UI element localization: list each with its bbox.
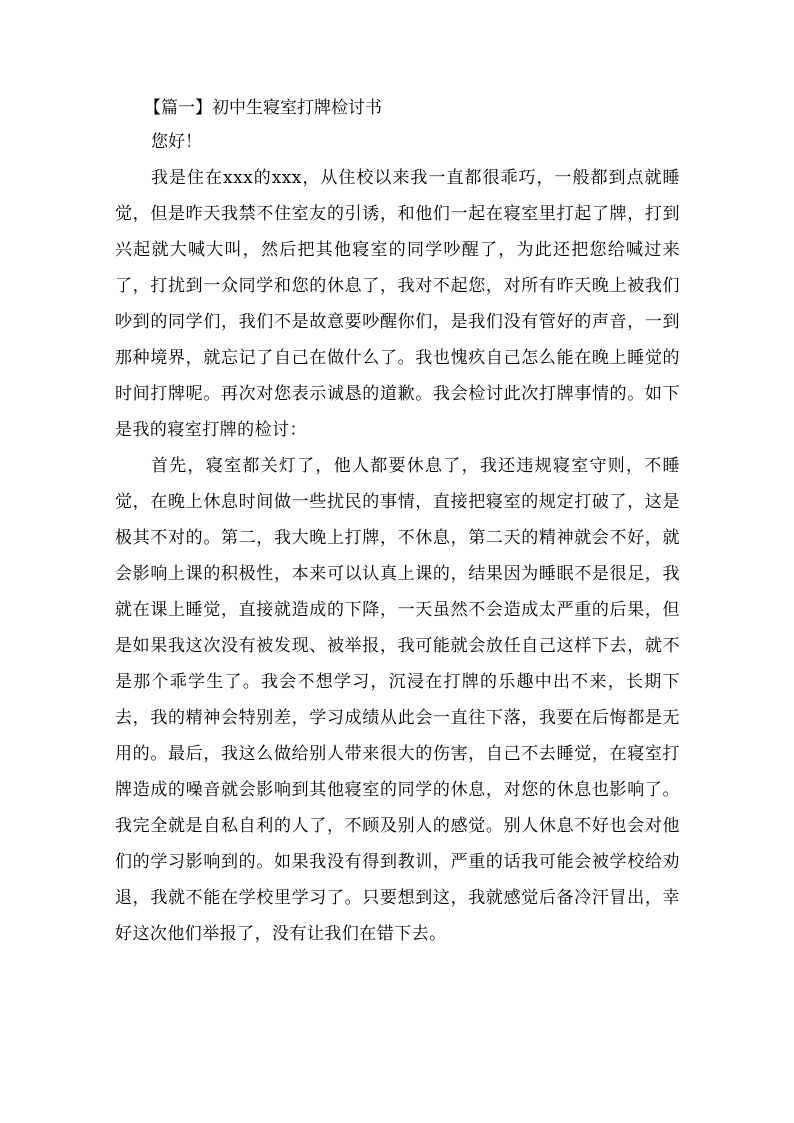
greeting: 您好！ [151,132,202,152]
paragraph-intro: 我是住在xxx的xxx，从住校以来我一直都很乖巧，一般都到点就睡觉，但是昨天我禁不住室友的引诱，和他们一起在寝室里打起了牌，打到兴起就大喊大叫，然后把其他寝室的同学吵醒了，为此还把您给喊过来了，打扰到一众同学和您的休息了，我对不起您，对所有昨天晚上被我们吵到的同学们，我们不是故意要吵醒你们，是我们没有管好的声音，一到那种境界，就忘记了自己在做什么了。我也愧疚自己怎么能在晚上睡觉的时间打牌呢。再次对您表示诚恳的道歉。我会检讨此次打牌事情的。如下是我的寝室打牌的检讨： [115,168,680,440]
document-title: 【篇一】初中生寝室打牌检讨书 [144,98,382,118]
document-body [115,92,680,952]
paragraph-reflection: 首先，寝室都关灯了，他人都要休息了，我还违规寝室守则，不睡觉，在晚上休息时间做一些扰民的事情，直接把寝室的规定打破了，这是极其不对的。第二，我大晚上打牌，不休息，第二天的精神就会不好，就会影响上课的积极性，本来可以认真上课的，结果因为睡眠不是很足，我就在课上睡觉，直接就造成的下降，一天虽然不会造成太严重的后果，但是如果我这次没有被发现、被举报，我可能就会放任自己这样下去，就不是那个乖学生了。我会不想学习，沉浸在打牌的乐趣中出不来，长期下去，我的精神会特别差，学习成绩从此会一直往下落，我要在后悔都是无用的。最后，我这么做给别人带来很大的伤害，自己不去睡觉，在寝室打牌造成的噪音就会影响到其他寝室的同学的休息，对您的休息也影响了。我完全就是自私自利的人了，不顾及别人的感觉。别人休息不好也会对他们的学习影响到的。如果我没有得到教训，严重的话我可能会被学校给劝退，我就不能在学校里学习了。只要想到这，我就感觉后备冷汗冒出，幸好这次他们举报了，没有让我们在错下去。 [115,456,680,944]
